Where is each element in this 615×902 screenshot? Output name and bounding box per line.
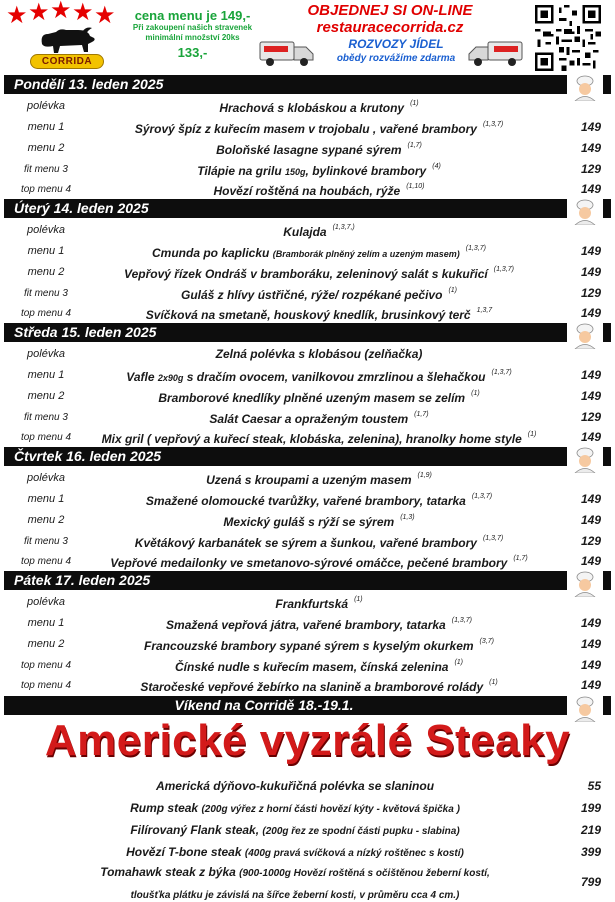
menu-row — [0, 675, 615, 696]
dish-main: Sýrový špíz z kuřecím masem v trojobalu , vařené brambory — [134, 122, 477, 136]
dish-main: Mexický guláš s rýží se sýrem — [223, 515, 395, 529]
dish-price: 149 — [580, 306, 601, 320]
dish-main: Mix gril ( vepřový a kuřecí steak, klobáska, zelenina), hranolky home style — [101, 432, 522, 446]
menu-label: polévka — [27, 100, 65, 112]
weekend-price: 399 — [580, 845, 601, 859]
corrida-logo — [28, 26, 106, 70]
logo-badge: CORRIDA — [30, 54, 104, 69]
allergens: 1,3,7 — [476, 307, 493, 314]
day-bar — [4, 571, 611, 590]
dish-detail: (Bramborák plněný zelím a uzeným masem) — [272, 249, 460, 259]
dish-main: Boloňské lasagne sypané sýrem — [216, 143, 402, 157]
day-bar — [4, 75, 611, 94]
dish-name — [85, 161, 553, 180]
rating-stars — [6, 2, 124, 28]
menu-label: menu 1 — [27, 121, 65, 133]
dish-price: 149 — [580, 265, 601, 279]
weekend-dish-detail: (200g řez ze spodní části pupku - slabina) — [262, 826, 460, 837]
dish-main: Tilápie na grilu — [197, 164, 282, 178]
dish-main: Bramborové knedlíky plněné uzeným masem se zelím — [158, 391, 466, 405]
dish-name — [85, 429, 553, 447]
menu-row — [0, 117, 615, 138]
allergens: (1,7) — [414, 411, 429, 418]
menu-row — [0, 138, 615, 159]
dish-price: 149 — [580, 120, 601, 134]
allergens: (1) — [410, 100, 419, 107]
dish-name — [85, 140, 553, 158]
day-bar — [4, 323, 611, 342]
dish-main: Hrachová s klobáskou a krutony — [219, 101, 405, 115]
menu-label: top menu 4 — [20, 556, 72, 567]
weekend-dish-main: Filírovaný Flank steak, — [130, 823, 260, 837]
menu-row — [0, 634, 615, 655]
delivery-title: ROZVOZY JÍDEL — [348, 37, 444, 51]
menu-row — [0, 489, 615, 510]
dish-name — [85, 533, 553, 551]
dish-detail: 2x90g — [157, 373, 184, 383]
dish-price: 149 — [580, 513, 601, 527]
menu-row — [0, 510, 615, 531]
day-title: Středa 15. leden 2025 — [14, 324, 157, 340]
menu-row — [0, 386, 615, 407]
allergens: (1,7) — [407, 142, 422, 149]
menu-label: top menu 4 — [20, 660, 72, 671]
dish-name — [85, 470, 553, 488]
menu-row — [0, 344, 615, 365]
menu-label: menu 2 — [27, 266, 65, 278]
star-icon: ★ — [50, 0, 72, 24]
menu-row — [0, 283, 615, 304]
menu-label: polévka — [27, 472, 65, 484]
dish-name — [85, 677, 553, 695]
dish-main: Zelná polévka s klobásou (zelňačka) — [215, 347, 423, 361]
dish-detail: 150g — [285, 167, 306, 177]
menu-label: top menu 4 — [20, 432, 72, 443]
dish-price: 149 — [580, 368, 601, 382]
steak-headline: Americké vyzrálé Steaky — [44, 716, 571, 765]
dish-name — [85, 491, 553, 509]
dish-price: 129 — [580, 162, 601, 176]
menu-label: menu 1 — [27, 369, 65, 381]
menu-row — [0, 551, 615, 572]
star-icon: ★ — [28, 0, 50, 26]
dish-name — [85, 553, 553, 571]
qr-code-icon[interactable] — [535, 5, 601, 71]
dish-main: Vepřový řízek Ondráš v bramboráku, zeleninový salát s kukuřicí — [124, 267, 488, 281]
voucher-note-2: minimální množství 20ks — [145, 33, 240, 42]
dish-price: 149 — [580, 244, 601, 258]
dish-main: Hovězí roštěná na houbách, rýže — [213, 184, 401, 198]
dish-price: 149 — [580, 554, 601, 568]
menu-row — [0, 468, 615, 489]
menu-label: top menu 4 — [20, 308, 72, 319]
dish-price: 129 — [580, 410, 601, 424]
weekend-dish — [40, 800, 550, 818]
weekend-row — [0, 797, 615, 819]
dish-name — [85, 305, 553, 323]
allergens: (1) — [354, 596, 363, 603]
dish-price: 149 — [580, 389, 601, 403]
allergens: (1,3) — [400, 514, 415, 521]
menu-label: menu 1 — [27, 245, 65, 257]
dish-continued: , bylinkové brambory — [305, 164, 427, 178]
day-bar — [4, 447, 611, 466]
menu-label: polévka — [27, 596, 65, 608]
menu-label: menu 2 — [27, 142, 65, 154]
weekend-bar — [4, 696, 611, 715]
dish-main: Salát Caesar a opraženým toustem — [209, 412, 409, 426]
delivery-van-icon — [466, 38, 524, 68]
dish-name — [85, 367, 553, 386]
weekend-price: 55 — [587, 779, 601, 793]
dish-price: 149 — [580, 616, 601, 630]
dish-price: 149 — [580, 182, 601, 196]
menu-row — [0, 303, 615, 324]
order-online-block — [300, 2, 480, 65]
dish-name — [85, 615, 553, 633]
website-link[interactable]: restauracecorrida.cz — [316, 19, 464, 36]
menu-label: menu 2 — [27, 514, 65, 526]
allergens: (1,3,7) — [465, 245, 486, 252]
menu-row — [0, 613, 615, 634]
weekend-dish-detail: (900-1000g Hovězí roštěná s očištěnou žeberní kostí, — [239, 868, 490, 879]
allergens: (1,10) — [406, 183, 425, 190]
dish-main: Staročeské vepřové žebírko na slanině a bramborové rolády — [140, 680, 484, 694]
dish-main: Frankfurtská — [275, 597, 349, 611]
allergens: (1,3,7,) — [332, 224, 355, 231]
weekend-dish-main: Tomahawk steak z býka — [100, 865, 236, 879]
day-title: Úterý 14. leden 2025 — [14, 200, 149, 216]
dish-main: Čínské nudle s kuřecím masem, čínská zelenina — [174, 660, 449, 674]
delivery-note: obědy rozvážíme zdarma — [336, 53, 456, 64]
weekend-row — [0, 819, 615, 841]
dish-main: Smažená vepřová játra, vařené brambory, tatarka — [166, 618, 446, 632]
dish-main: Smažené olomoucké tvarůžky, vařené brambory, tatarka — [145, 494, 466, 508]
weekend-dish-detail: (200g výřez z horní části hovězí kýty - květová špička ) — [201, 804, 460, 815]
dish-main: Svíčková na smetaně, houskový knedlík, brusinkový terč — [145, 308, 471, 322]
allergens: (1,3,7) — [491, 369, 512, 376]
allergens: (1,7) — [513, 555, 528, 562]
weekend-dish — [40, 778, 550, 794]
allergens: (1) — [454, 659, 464, 666]
bull-icon — [38, 26, 96, 56]
allergens: (1) — [448, 287, 457, 294]
weekend-row — [0, 862, 615, 902]
dish-price: 149 — [580, 658, 601, 672]
menu-row — [0, 96, 615, 117]
allergens: (1,9) — [417, 472, 432, 479]
weekend-price: 199 — [580, 801, 601, 815]
dish-name — [85, 388, 553, 406]
dish-name — [85, 409, 553, 427]
dish-price: 149 — [580, 141, 601, 155]
dish-name — [85, 636, 553, 654]
weekend-dish-main: Americká dýňovo-kukuřičná polévka se slaninou — [155, 779, 435, 793]
menu-row — [0, 179, 615, 200]
menu-row — [0, 241, 615, 262]
dish-name — [85, 119, 553, 137]
dish-name — [85, 657, 553, 675]
dish-main: Francouzské brambory sypané sýrem s kyselým okurkem — [144, 639, 474, 653]
star-icon: ★ — [94, 2, 116, 29]
dish-price: 129 — [580, 286, 601, 300]
menu-label: polévka — [27, 348, 65, 360]
menu-row — [0, 427, 615, 448]
allergens: (1,3,7) — [451, 617, 472, 624]
weekend-row — [0, 775, 615, 797]
allergens: (3,7) — [479, 638, 494, 645]
star-icon: ★ — [72, 0, 94, 26]
menu-label: menu 2 — [27, 390, 65, 402]
dish-name — [85, 346, 553, 362]
dish-main: Uzená s kroupami a uzeným masem — [206, 473, 412, 487]
voucher-note-1: Při zakoupení našich stravenek — [132, 23, 253, 32]
menu-label: fit menu 3 — [24, 536, 68, 547]
dish-name — [85, 181, 553, 199]
allergens: (1) — [489, 679, 498, 686]
day-bar — [4, 199, 611, 218]
menu-label: polévka — [27, 224, 65, 236]
weekend-title: Víkend na Corridě 18.-19.1. — [174, 697, 354, 713]
day-title: Čtvrtek 16. leden 2025 — [14, 448, 162, 464]
menu-label: top menu 4 — [20, 680, 72, 691]
star-icon: ★ — [6, 2, 28, 29]
menu-row — [0, 407, 615, 428]
header — [0, 0, 615, 74]
dish-continued: s dračím ovocem, vanilkovou zmrzlinou a šlehačkou — [183, 370, 486, 384]
allergens: (1,3,7) — [471, 493, 493, 500]
menu-label: menu 1 — [27, 493, 65, 505]
dish-price: 149 — [580, 678, 601, 692]
dish-price: 129 — [580, 534, 601, 548]
weekend-dish-detail: (400g pravá svíčková a nízký roštěnec s kostí) — [244, 848, 464, 859]
dish-name — [85, 243, 553, 262]
dish-name — [85, 264, 553, 282]
allergens: (1,3,7) — [482, 121, 504, 128]
dish-main: Cmunda po kaplicku — [152, 246, 270, 260]
menu-label: fit menu 3 — [24, 412, 68, 423]
menu-row — [0, 159, 615, 180]
weekend-dish-main: Rump steak — [130, 801, 199, 815]
dish-main: Kulajda — [283, 225, 327, 239]
allergens: (4) — [432, 163, 441, 170]
dish-main: Vafle — [126, 370, 155, 384]
weekend-row — [0, 841, 615, 863]
dish-name — [85, 594, 553, 612]
dish-name — [85, 285, 553, 303]
allergens: (1,3,7) — [493, 266, 514, 273]
menu-price-text: cena menu je 149,- — [134, 8, 251, 23]
menu-row — [0, 655, 615, 676]
menu-label: top menu 4 — [20, 184, 72, 195]
weekend-dish-detail-2: tloušťka plátku je závislá na šířce žeberní kosti, v průměru cca 4 cm.) — [130, 890, 460, 901]
weekend-dish — [40, 862, 550, 902]
dish-main: Vepřové medailonky ve smetanovo-sýrové omáčce, pečené brambory — [110, 556, 508, 570]
day-title: Pátek 17. leden 2025 — [14, 572, 151, 588]
order-title: OBJEDNEJ SI ON-LINE — [307, 2, 473, 19]
voucher-price: 133,- — [177, 45, 208, 60]
dish-name — [85, 512, 553, 530]
allergens: (1,3,7) — [482, 535, 504, 542]
menu-row — [0, 365, 615, 386]
menu-row — [0, 531, 615, 552]
allergens: (1) — [471, 390, 480, 397]
dish-price: 149 — [580, 430, 601, 444]
allergens: (1) — [527, 431, 537, 438]
weekend-dish — [40, 844, 550, 862]
menu-label: menu 1 — [27, 617, 65, 629]
dish-name — [85, 222, 553, 240]
menu-label: fit menu 3 — [24, 164, 68, 175]
menu-row — [0, 220, 615, 241]
weekend-dish-main: Hovězí T-bone steak — [126, 845, 242, 859]
dish-name — [85, 98, 553, 116]
menu-label: menu 2 — [27, 638, 65, 650]
dish-main: Guláš z hlívy ústřičné, rýže/ rozpékané pečivo — [181, 288, 443, 302]
dish-price: 149 — [580, 492, 601, 506]
price-info — [125, 8, 260, 61]
menu-row — [0, 592, 615, 613]
dish-main: Květákový karbanátek se sýrem a šunkou, vařené brambory — [134, 536, 477, 550]
day-title: Pondělí 13. leden 2025 — [14, 76, 164, 92]
menu-label: fit menu 3 — [24, 288, 68, 299]
weekend-price: 799 — [580, 875, 601, 889]
weekend-price: 219 — [580, 823, 601, 837]
dish-price: 149 — [580, 637, 601, 651]
weekend-dish — [40, 822, 550, 840]
menu-row — [0, 262, 615, 283]
